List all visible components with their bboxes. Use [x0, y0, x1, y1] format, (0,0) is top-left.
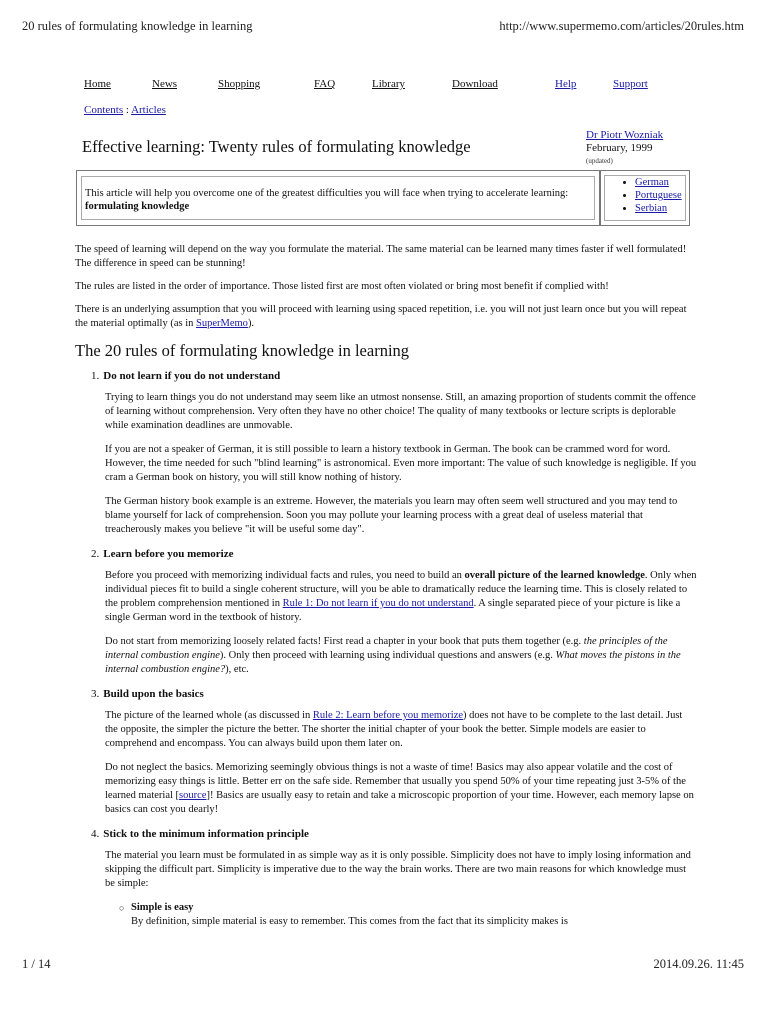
rule-2: [75, 547, 697, 677]
circle-bullet-icon: ○: [119, 903, 125, 913]
nav-download-link[interactable]: Download: [452, 78, 498, 90]
section-title: The 20 rules of formulating knowledge in learning: [75, 341, 410, 360]
print-timestamp: 2014.09.26. 11:45: [653, 957, 744, 971]
intro-box: [76, 170, 600, 226]
rule-paragraph: Trying to learn things you do not understand may seem like an utmost nonsense. Still, an amazing proportion of students commit the offence of learning without comprehension. Very often they have no other choice! The quality of many textbooks or lecture scripts is deplorable while examination deadlines are unmovable.: [105, 392, 696, 431]
rule-paragraph: The picture of the learned whole (as discussed in Rule 2: Learn before you memorize) does not have to be complete to the last detail. Just the opposite, the simpler the picture the better. The shorter the initial chapter of your book the better. Simple models are easier to comprehend and encompass. You can always build upon them later on.: [105, 710, 683, 749]
updated-note: (updated): [586, 157, 613, 165]
top-navigation: [0, 78, 768, 94]
nav-library-link[interactable]: Library: [372, 78, 405, 90]
rule-1: [75, 369, 697, 537]
rule-heading: 1. Do not learn if you do not understand: [91, 370, 281, 382]
paragraph-assumption: There is an underlying assumption that you will proceed with learning using spaced repetition, i.e. you will not just learn once but you will repeat the material optimally (as in SuperMemo).: [75, 304, 687, 329]
paragraph-order: The rules are listed in the order of importance. Those listed first are most often violated or bring most benefit if complied with!: [75, 281, 609, 292]
rule-heading: 2. Learn before you memorize: [91, 548, 234, 560]
rule-paragraph: The German history book example is an extreme. However, the materials you learn may often seem well structured and you may tend to blame yourself for lack of comprehension. Soon you may pollute your learning process with a great deal of useless material that treacherously makes you believe "it will be useful some day".: [105, 496, 678, 535]
nav-news-link[interactable]: News: [152, 78, 178, 90]
page-number: 1 / 14: [22, 957, 51, 971]
sub-reason-simple: ○ Simple is easy By definition, simple material is easy to remember. This comes from the fact that its simplicity makes is: [119, 902, 568, 927]
breadcrumb: [84, 104, 166, 116]
print-header-title: 20 rules of formulating knowledge in learning: [22, 19, 253, 33]
rule-heading: 4. Stick to the minimum information principle: [91, 828, 309, 840]
paragraph-speed: The speed of learning will depend on the way you formulate the material. The same material can be learned many times faster if well formulated! The difference in speed can be stunning!: [75, 244, 687, 269]
publication-date: February, 1999: [586, 142, 653, 154]
article-body: [75, 243, 697, 929]
translation-german-link[interactable]: German: [635, 177, 669, 188]
rule-paragraph: Do not start from memorizing loosely related facts! First read a chapter in your book that puts them together (e.g. the principles of the internal combustion engine). Only then proceed with learning using individual questions and answers (e.g. What moves the pistons in the internal combustion engine?), etc.: [105, 636, 681, 675]
source-link[interactable]: source: [179, 790, 207, 801]
rule-4: [75, 827, 697, 929]
rule-paragraph: If you are not a speaker of German, it is still possible to learn a history textbook in German. The book can be crammed word for word. However, the time needed for such "blind learning" is astronomical. Even more important: The value of such knowledge is negligible. If you cram a German book on history, you will still know nothing of history.: [105, 444, 697, 483]
supermemo-link[interactable]: SuperMemo: [196, 318, 248, 329]
rule-2-link[interactable]: Rule 2: Learn before you memorize: [312, 710, 464, 721]
nav-help-link[interactable]: Help: [555, 78, 577, 90]
intro-bold: formulating knowledge: [85, 201, 190, 212]
rule-3: [75, 687, 697, 817]
rule-paragraph: Do not neglect the basics. Memorizing seemingly obvious things is not a waste of time! Basics may also appear volatile and the cost of memorizing easy things is little. Better err on the safe side. Remember that usually you spend 50% of your time repeating just 3-5% of the learned material [source]! Basics are usually easy to retain and take a microscopic proportion of your time. However, each memory lapse on basics can cost you dearly!: [105, 762, 694, 815]
breadcrumb-separator: :: [123, 104, 132, 116]
rule-1-link[interactable]: Rule 1: Do not learn if you do not understand: [282, 598, 474, 609]
page-title: Effective learning: Twenty rules of formulating knowledge: [82, 137, 471, 156]
rule-paragraph: Before you proceed with memorizing individual facts and rules, you need to build an overall picture of the learned knowledge. Only when individual pieces fit to build a single coherent structure, will you be able to dramatically reduce the learning time. This is closely related to the problem comprehension mentioned in Rule 1: Do not learn if you do not understand. A single separated piece of your picture is like a single German word in the textbook of history.: [105, 570, 697, 623]
rule-heading: 3. Build upon the basics: [91, 688, 204, 700]
translation-portuguese-link[interactable]: Portuguese: [635, 190, 682, 201]
nav-support-link[interactable]: Support: [613, 78, 648, 90]
nav-home-link[interactable]: Home: [84, 78, 111, 90]
intro-text: This article will help you overcome one of the greatest difficulties you will face when trying to accelerate learning:: [85, 188, 569, 199]
nav-faq-link[interactable]: FAQ: [314, 78, 336, 90]
author-block: [586, 129, 663, 168]
translation-serbian-link[interactable]: Serbian: [635, 203, 668, 214]
breadcrumb-articles-link[interactable]: Articles: [131, 104, 166, 116]
rule-paragraph: The material you learn must be formulated in as simple way as it is only possible. Simplicity does not have to imply losing information and skipping the difficult part. Simplicity is imperative due to the way the brain works. There are two main reasons for which knowledge must be simple:: [105, 850, 691, 889]
translations-box: [600, 170, 690, 226]
print-header-url: http://www.supermemo.com/articles/20rules.htm: [499, 19, 744, 33]
nav-shopping-link[interactable]: Shopping: [218, 78, 261, 90]
author-link[interactable]: Dr Piotr Wozniak: [586, 129, 664, 141]
translations-list: [605, 176, 685, 215]
breadcrumb-contents-link[interactable]: Contents: [84, 104, 124, 116]
